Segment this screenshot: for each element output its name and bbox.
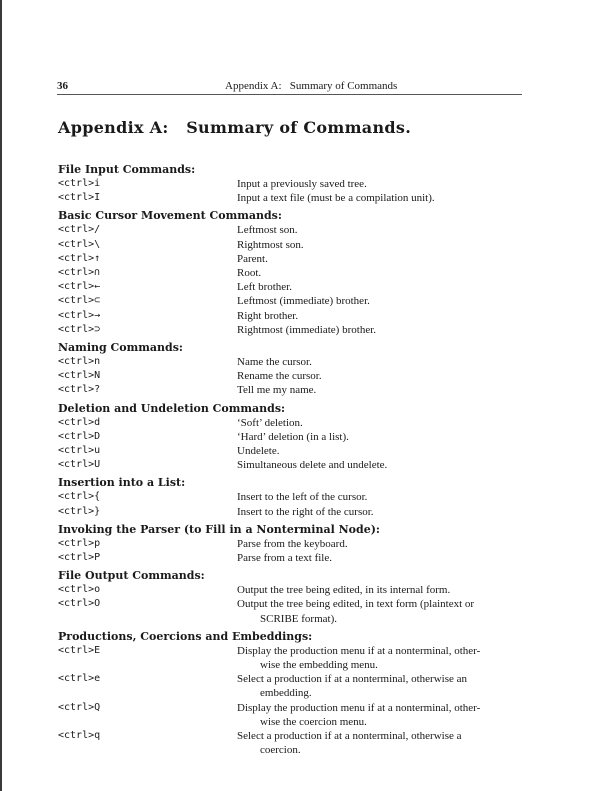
command-description (237, 505, 525, 519)
command-description (237, 369, 525, 383)
command-description-text: Parse from the keyboard. (237, 537, 348, 550)
command-description-text: Rightmost (immediate) brother. (237, 323, 377, 336)
command-description-text: Select a production if at a nonterminal, otherwise a (237, 730, 462, 743)
command-description (237, 177, 525, 191)
command-row (58, 266, 538, 280)
page-number: 36 (57, 80, 68, 92)
command-description-text: Input a previously saved tree. (237, 178, 367, 190)
command-description-continuation: wise the embedding menu. (260, 659, 378, 672)
command-row (58, 644, 538, 672)
command-description-text: Leftmost (immediate) brother. (237, 295, 370, 308)
command-description-text: Rightmost son. (237, 238, 304, 251)
command-row (58, 191, 538, 205)
command-key: <ctrl>u (58, 445, 101, 457)
command-description-continuation: wise the coercion menu. (260, 715, 367, 728)
command-key: <ctrl>Q (58, 701, 101, 713)
command-description-text: Input a text file (must be a compilation unit). (237, 192, 435, 205)
command-description (237, 729, 525, 757)
command-description (237, 238, 525, 252)
command-key: <ctrl>I (58, 192, 101, 204)
command-key: <ctrl>e (58, 673, 101, 685)
command-row (58, 177, 538, 191)
command-section (58, 162, 538, 205)
command-row (58, 280, 538, 294)
command-row (58, 309, 538, 323)
command-description (237, 430, 525, 444)
section-heading: Naming Commands: (58, 341, 183, 355)
page-scan-edge (0, 0, 2, 791)
command-description (237, 252, 525, 266)
command-row (58, 369, 538, 383)
command-description-text: ‘Soft’ deletion. (237, 416, 303, 429)
command-description (237, 383, 525, 397)
command-description-continuation: embedding. (260, 687, 312, 700)
section-heading: Invoking the Parser (to Fill in a Nonterminal Node): (58, 522, 380, 536)
chapter-title-text: Appendix A: Summary of Commands. (58, 118, 412, 137)
command-row (58, 416, 538, 430)
command-description-text: Insert to the right of the cursor. (237, 505, 374, 518)
command-row (58, 238, 538, 252)
command-description (237, 309, 525, 323)
command-description-text: Leftmost son. (237, 224, 298, 237)
command-description-text: Parse from a text file. (237, 552, 332, 565)
command-key: <ctrl>/ (58, 224, 101, 236)
command-description (237, 672, 525, 700)
command-description-text: Display the production menu if at a nonterminal, other- (237, 644, 481, 657)
command-description-continuation: coercion. (260, 744, 301, 757)
command-key: <ctrl>← (58, 281, 101, 293)
command-key: <ctrl>⊃ (58, 323, 101, 335)
command-key: <ctrl>\ (58, 238, 101, 250)
command-description-text: Output the tree being edited, in its internal form. (237, 584, 451, 597)
command-description (237, 701, 525, 729)
command-row (58, 701, 538, 729)
command-description-text: ‘Hard’ deletion (in a list). (237, 430, 349, 443)
command-key: <ctrl>n (58, 356, 101, 368)
command-description (237, 416, 525, 430)
command-key: <ctrl>∩ (58, 267, 101, 279)
command-description (237, 191, 525, 205)
command-key: <ctrl>O (58, 598, 101, 610)
command-section (58, 340, 538, 398)
command-row (58, 490, 538, 504)
section-heading: Productions, Coercions and Embeddings: (58, 629, 313, 643)
command-description-text: Left brother. (237, 281, 292, 294)
command-description-continuation: SCRIBE format). (260, 612, 337, 625)
command-row (58, 505, 538, 519)
command-section (58, 475, 538, 518)
command-key: <ctrl>P (58, 552, 101, 564)
command-key: <ctrl>↑ (58, 252, 101, 264)
command-description-text: Parent. (237, 252, 268, 265)
command-key: <ctrl>? (58, 384, 101, 396)
command-description-text: Name the cursor. (237, 356, 312, 369)
running-head-title: Appendix A: Summary of Commands (225, 80, 398, 92)
command-description (237, 551, 525, 565)
command-row (58, 729, 538, 757)
command-key: <ctrl>→ (58, 309, 101, 321)
command-section (58, 208, 538, 337)
chapter-title (58, 118, 411, 137)
section-heading: File Output Commands: (58, 569, 205, 583)
command-description (237, 323, 525, 337)
command-row (58, 537, 538, 551)
command-description (237, 280, 525, 294)
command-description (237, 537, 525, 551)
command-row (58, 458, 538, 472)
command-description (237, 355, 525, 369)
command-description (237, 294, 525, 308)
command-section (58, 568, 538, 626)
command-section (58, 629, 538, 758)
command-description-text: Root. (237, 267, 262, 280)
command-row (58, 583, 538, 597)
command-description (237, 458, 525, 472)
command-summary (58, 162, 538, 758)
command-row (58, 551, 538, 565)
command-row (58, 430, 538, 444)
command-description-text: Display the production menu if at a nonterminal, other- (237, 701, 481, 714)
command-description-text: Undelete. (237, 445, 280, 458)
command-row (58, 355, 538, 369)
command-key: <ctrl>U (58, 459, 101, 471)
command-description-text: Simultaneous delete and undelete. (237, 459, 388, 472)
command-row (58, 223, 538, 237)
command-key: <ctrl>D (58, 430, 101, 442)
command-key: <ctrl>d (58, 416, 101, 428)
command-description-text: Output the tree being edited, in text form (plaintext or (237, 598, 475, 611)
running-head (57, 80, 522, 95)
command-description-text: Insert to the left of the cursor. (237, 491, 368, 504)
section-heading: Basic Cursor Movement Commands: (58, 209, 282, 223)
command-key: <ctrl>N (58, 370, 101, 382)
section-heading: File Input Commands: (58, 163, 196, 176)
command-key: <ctrl>p (58, 537, 101, 549)
command-description-text: Select a production if at a nonterminal, otherwise an (237, 673, 468, 686)
section-heading: Insertion into a List: (58, 476, 186, 490)
command-description (237, 266, 525, 280)
command-description (237, 644, 525, 672)
command-description (237, 597, 525, 625)
command-key: <ctrl>q (58, 730, 101, 742)
command-row (58, 383, 538, 397)
command-description (237, 583, 525, 597)
command-section (58, 522, 538, 565)
command-description-text: Right brother. (237, 309, 299, 322)
command-key: <ctrl>E (58, 644, 101, 656)
command-key: <ctrl>⊂ (58, 295, 101, 307)
command-row (58, 323, 538, 337)
section-heading: Deletion and Undeletion Commands: (58, 401, 286, 415)
command-row (58, 672, 538, 700)
command-key: <ctrl>} (58, 505, 101, 517)
command-description (237, 490, 525, 504)
command-key: <ctrl>i (58, 178, 101, 189)
command-description (237, 444, 525, 458)
command-key: <ctrl>{ (58, 491, 101, 503)
command-row (58, 294, 538, 308)
command-description-text: Tell me my name. (237, 384, 317, 397)
command-key: <ctrl>o (58, 584, 101, 596)
command-section (58, 401, 538, 473)
command-row (58, 444, 538, 458)
command-row (58, 597, 538, 625)
command-description (237, 223, 525, 237)
command-description-text: Rename the cursor. (237, 370, 322, 383)
command-row (58, 252, 538, 266)
